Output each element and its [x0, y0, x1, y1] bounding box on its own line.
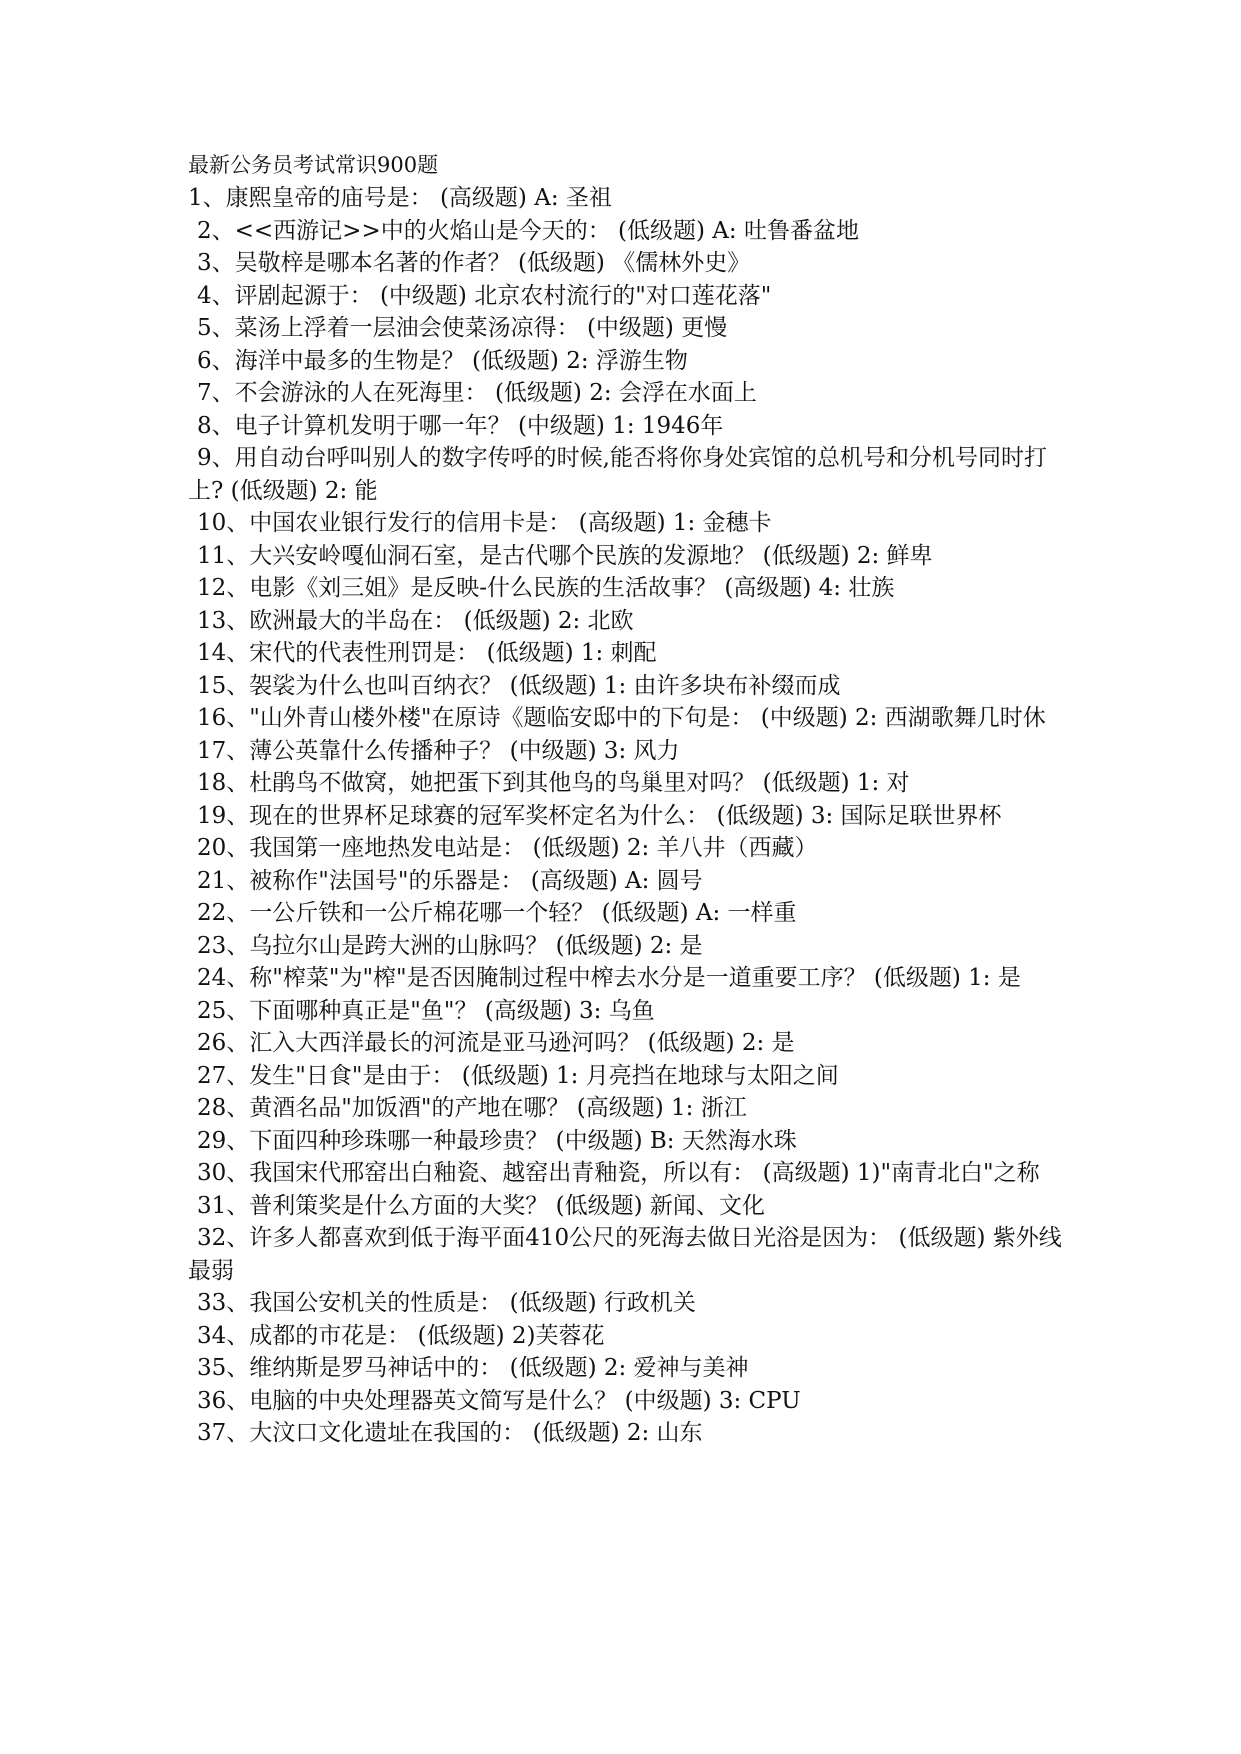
question-text: 、袈裟为什么也叫百纳衣？ (低级题) 1: 由许多块布补缀而成 [226, 672, 841, 699]
question-text: 、宋代的代表性刑罚是： (低级题) 1: 刺配 [226, 640, 657, 666]
question-number: 19 [197, 802, 227, 829]
question-text: 、称"榨菜"为"榨"是否因腌制过程中榨去水分是一道重要工序？ (低级题) 1: 是 [226, 965, 1021, 991]
question-number: 14 [197, 640, 227, 666]
question-item [188, 377, 1068, 410]
question-number: 3 [197, 250, 212, 276]
question-number: 16 [197, 705, 227, 731]
question-number: 29 [197, 1127, 227, 1154]
question-item [188, 1157, 1068, 1190]
question-text: 、我国公安机关的性质是： (低级题) 行政机关 [226, 1290, 696, 1316]
question-number: 37 [197, 1420, 227, 1446]
question-text: 、吴敬梓是哪本名著的作者？ (低级题) 《儒林外史》 [211, 250, 751, 276]
question-item [188, 345, 1068, 378]
question-item [188, 995, 1068, 1028]
question-number: 18 [197, 770, 227, 796]
question-text: 、成都的市花是： (低级题) 2)芙蓉花 [226, 1322, 605, 1349]
question-item [188, 800, 1068, 833]
question-item [188, 247, 1068, 280]
question-number: 28 [197, 1095, 227, 1121]
question-number: 21 [197, 867, 227, 894]
question-text: 、杜鹃鸟不做窝，她把蛋下到其他鸟的鸟巢里对吗？ (低级题) 1: 对 [226, 770, 910, 796]
question-item [188, 735, 1068, 768]
question-number: 9 [197, 445, 212, 471]
question-item [188, 1222, 1068, 1287]
question-item [188, 280, 1068, 313]
question-number: 27 [197, 1062, 227, 1089]
question-text: 、欧洲最大的半岛在： (低级题) 2: 北欧 [226, 607, 634, 634]
question-number: 25 [197, 997, 227, 1024]
question-number: 34 [197, 1322, 227, 1349]
question-text: 、普利策奖是什么方面的大奖？ (低级题) 新闻、文化 [226, 1192, 765, 1219]
question-number: 2 [197, 217, 212, 244]
question-item [188, 962, 1068, 995]
question-number: 5 [197, 315, 212, 341]
question-number: 6 [197, 347, 212, 374]
question-item [188, 312, 1068, 345]
question-text: 、康熙皇帝的庙号是： (高级题) A: 圣祖 [202, 185, 612, 211]
question-item [188, 1092, 1068, 1125]
question-number: 1 [188, 185, 203, 211]
question-item [188, 182, 1068, 215]
question-item [188, 410, 1068, 443]
question-item [188, 1320, 1068, 1353]
question-number: 13 [197, 607, 227, 634]
question-number: 35 [197, 1355, 227, 1381]
question-text: 、<<西游记>>中的火焰山是今天的： (低级题) A: 吐鲁番盆地 [211, 217, 859, 244]
question-text: 、电脑的中央处理器英文简写是什么？ (中级题) 3: CPU [226, 1387, 801, 1414]
question-item [188, 1190, 1068, 1223]
question-item [188, 832, 1068, 865]
question-item [188, 1060, 1068, 1093]
question-number: 30 [197, 1160, 227, 1186]
question-item [188, 767, 1068, 800]
question-number: 7 [197, 380, 212, 406]
question-list [188, 182, 1068, 1450]
question-text: 、大兴安岭嘎仙洞石室，是古代哪个民族的发源地？ (低级题) 2: 鲜卑 [226, 542, 933, 569]
question-text: 、一公斤铁和一公斤棉花哪一个轻？ (低级题) A: 一样重 [226, 900, 797, 926]
question-text: 、现在的世界杯足球赛的冠军奖杯定名为什么： (低级题) 3: 国际足联世界杯 [226, 802, 1002, 829]
question-text: 、中国农业银行发行的信用卡是： (高级题) 1: 金穗卡 [226, 510, 772, 536]
question-item [188, 507, 1068, 540]
question-number: 4 [197, 282, 212, 309]
question-text: 、发生"日食"是由于： (低级题) 1: 月亮挡在地球与太阳之间 [226, 1062, 839, 1089]
question-number: 26 [197, 1030, 227, 1056]
question-number: 22 [197, 900, 227, 926]
question-number: 17 [197, 737, 227, 764]
question-item [188, 572, 1068, 605]
question-number: 15 [197, 672, 227, 699]
question-text: 、下面哪种真正是"鱼"？ (高级题) 3: 乌鱼 [226, 997, 655, 1024]
question-text: 、我国宋代邢窑出白釉瓷、越窑出青釉瓷，所以有： (高级题) 1)"南青北白"之称 [226, 1160, 1040, 1186]
question-item [188, 605, 1068, 638]
question-text: 、下面四种珍珠哪一种最珍贵？ (中级题) B: 天然海水珠 [226, 1127, 797, 1154]
question-number: 12 [197, 575, 227, 601]
question-text: 、评剧起源于： (中级题) 北京农村流行的"对口莲花落" [211, 282, 772, 309]
question-item [188, 540, 1068, 573]
question-item [188, 897, 1068, 930]
question-text: 、电子计算机发明于哪一年？ (中级题) 1: 1946年 [211, 412, 724, 439]
question-text: 、菜汤上浮着一层油会使菜汤凉得： (中级题) 更慢 [211, 315, 728, 341]
question-number: 20 [197, 835, 227, 861]
question-text: 、许多人都喜欢到低于海平面410公尺的死海去做日光浴是因为： (低级题) 紫外线最弱 [188, 1225, 1062, 1284]
question-text: 、用自动台呼叫别人的数字传呼的时候,能否将你身处宾馆的总机号和分机号同时打上? (低级题) 2: 能 [188, 445, 1047, 504]
question-text: 、我国第一座地热发电站是： (低级题) 2: 羊八井（西藏） [226, 835, 818, 861]
question-number: 10 [197, 510, 227, 536]
question-item [188, 1287, 1068, 1320]
question-item [188, 702, 1068, 735]
question-item [188, 865, 1068, 898]
question-text: 、海洋中最多的生物是？ (低级题) 2: 浮游生物 [211, 347, 688, 374]
question-number: 32 [197, 1225, 227, 1251]
question-text: 、维纳斯是罗马神话中的： (低级题) 2: 爱神与美神 [226, 1355, 749, 1381]
question-text: 、汇入大西洋最长的河流是亚马逊河吗？ (低级题) 2: 是 [226, 1030, 795, 1056]
question-item [188, 930, 1068, 963]
question-text: 、乌拉尔山是跨大洲的山脉吗？ (低级题) 2: 是 [226, 932, 703, 959]
question-item [188, 215, 1068, 248]
question-text: 、"山外青山楼外楼"在原诗《题临安邸中的下句是： (中级题) 2: 西湖歌舞几时休 [226, 705, 1046, 731]
question-text: 、黄酒名品"加饭酒"的产地在哪？ (高级题) 1: 浙江 [226, 1095, 747, 1121]
question-number: 8 [197, 412, 212, 439]
question-item [188, 637, 1068, 670]
question-item [188, 1125, 1068, 1158]
question-number: 31 [197, 1192, 227, 1219]
question-number: 33 [197, 1290, 227, 1316]
question-text: 、被称作"法国号"的乐器是： (高级题) A: 圆号 [226, 867, 703, 894]
question-item [188, 1027, 1068, 1060]
question-number: 36 [197, 1387, 227, 1414]
question-text: 、大汶口文化遗址在我国的： (低级题) 2: 山东 [226, 1420, 703, 1446]
question-text: 、薄公英靠什么传播种子？ (中级题) 3: 风力 [226, 737, 680, 764]
question-number: 11 [197, 542, 227, 569]
question-item [188, 1352, 1068, 1385]
question-item [188, 442, 1068, 507]
question-number: 23 [197, 932, 227, 959]
question-item [188, 670, 1068, 703]
question-item [188, 1417, 1068, 1450]
question-number: 24 [197, 965, 227, 991]
question-text: 、不会游泳的人在死海里： (低级题) 2: 会浮在水面上 [211, 380, 757, 406]
document-title: 最新公务员考试常识900题 [188, 153, 439, 177]
document-page [188, 150, 1068, 1450]
question-text: 、电影《刘三姐》是反映-什么民族的生活故事？ (高级题) 4: 壮族 [226, 575, 895, 601]
question-item [188, 1385, 1068, 1418]
